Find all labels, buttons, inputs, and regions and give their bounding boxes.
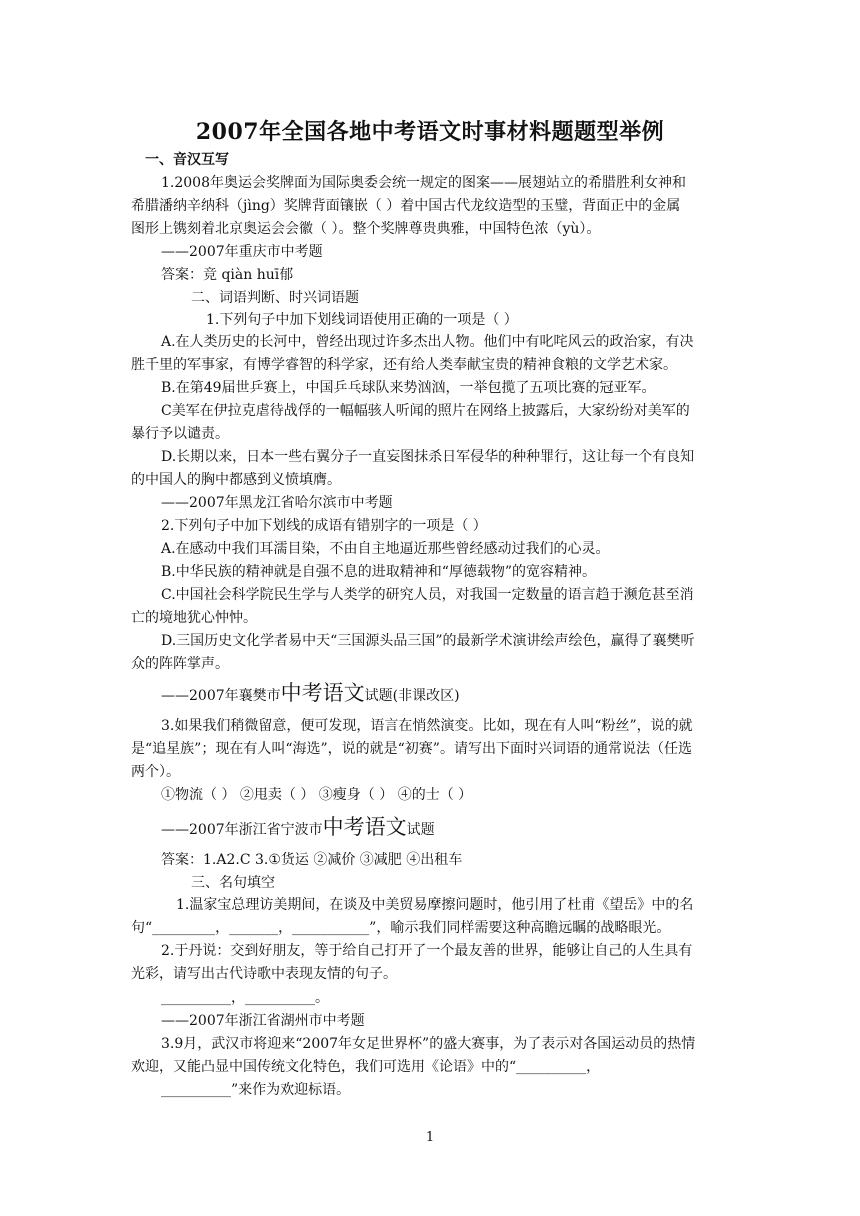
question-line: 1.下列句子中加下划线词语使用正确的一项是（ ） [206,312,518,328]
paragraph-line: 希腊潘纳辛纳科（jìng）奖牌背面镶嵌（ ）着中国古代龙纹造型的玉璧，背面正中的金属 [131,198,681,214]
section-heading-1: 一、音汉互写 [145,152,229,168]
blank-items: ①物流（ ） ②甩卖（ ） ③瘦身（ ） ④的士（ ） [161,787,473,803]
question-line: 3.9月，武汉市将迎来“2007年女足世界杯”的盛大赛事，为了表示对各国运动员的热情 [161,1036,696,1052]
question-line: 是“追星族”；现在有人叫“海选”，说的就是“初赛”。请写出下面时兴词语的通常说法（任选 [131,741,692,757]
blank-line: __________，__________。 [161,990,329,1006]
source-line [161,816,435,841]
option-line: C美军在伊拉克虐待战俘的一幅幅骇人听闻的照片在网络上披露后，大家纷纷对美军的 [161,403,690,419]
option-line: 暴行予以谴责。 [131,426,229,442]
section-heading-2: 二、词语判断、时兴词语题 [191,290,359,306]
question-line: 两个）。 [131,764,180,780]
option-line: A.在感动中我们耳濡目染，不由自主地逼近那些曾经感动过我们的心灵。 [161,541,610,557]
source-line [161,682,460,707]
option-line: B.在第49届世乒赛上，中国乒乓球队来势汹汹，一举包揽了五项比赛的冠亚军。 [161,380,656,396]
answer-line: 答案：竞 qiàn huī郁 [161,267,294,283]
option-line: 亡的境地犹心忡忡。 [131,610,257,626]
option-line: 众的阵阵掌声。 [131,656,229,672]
paragraph-line: 图形上镌刻着北京奥运会会徽（ ）。整个奖牌尊贵典雅，中国特色浓（yù）。 [131,221,601,237]
question-line: 欢迎，又能凸显中国传统文化特色，我们可选用《论语》中的“__________， [131,1059,601,1075]
question-line: 2.于丹说：交到好朋友，等于给自己打开了一个最友善的世界，能够让自己的人生具有 [161,943,693,959]
source-suffix: 试题(非课改区) [364,688,460,704]
option-line: B.中华民族的精神就是自强不息的进取精神和“厚德载物”的宽容精神。 [161,564,597,580]
source-prefix: ——2007年襄樊市 [161,688,281,704]
source-suffix: 试题 [406,822,435,838]
source-emphasis: 中考语文 [322,815,407,839]
option-line: 胜千里的军事家，有博学睿智的科学家，还有给人类奉献宝贵的精神食粮的文学艺术家。 [131,357,677,373]
source-prefix: ——2007年浙江省宁波市 [161,822,323,838]
question-line: __________”来作为欢迎标语。 [161,1082,351,1098]
option-line: C.中国社会科学院民生学与人类学的研究人员，对我国一定数量的语言趋于濒危甚至消 [161,587,694,603]
question-line: 1.温家宝总理访美期间，在谈及中美贸易摩擦问题时，他引用了杜甫《望岳》中的名 [176,897,694,913]
paragraph-line: 1.2008年奥运会奖牌面为国际奥委会统一规定的图案——展翅站立的希腊胜利女神和 [161,175,686,191]
source-line: ——2007年重庆市中考题 [161,244,323,260]
source-line: ——2007年黑龙江省哈尔滨市中考题 [161,495,393,511]
section-heading-3: 三、名句填空 [191,875,275,891]
option-line: D.三国历史文化学者易中天“三国源头品三国”的最新学术演讲绘声绘色，赢得了襄樊听 [161,633,695,649]
question-line: 句“_________，_______，___________”，喻示我们同样需要这种高瞻远瞩的战略眼光。 [131,920,671,936]
source-line: ——2007年浙江省湖州市中考题 [161,1013,365,1029]
question-line: 3.如果我们稍微留意，便可发现，语言在悄然演变。比如，现在有人叫“粉丝”，说的就 [161,718,693,734]
source-emphasis: 中考语文 [280,681,365,705]
option-line: D.长期以来，日本一些右翼分子一直妄图抹杀日军侵华的种种罪行，这让每一个有良知 [161,449,695,465]
option-line: A.在人类历史的长河中，曾经出现过许多杰出人物。他们中有叱咤风云的政治家，有决 [161,334,694,350]
answer-line: 答案：1.A2.C 3.①货运 ②减价 ③减肥 ④出租车 [161,852,463,868]
question-line: 2.下列句子中加下划线的成语有错别字的一项是（ ） [161,518,487,534]
page-number: 1 [425,1130,435,1145]
question-line: 光彩，请写出古代诗歌中表现友情的句子。 [131,966,397,982]
document-title: 2007年全国各地中考语文时事材料题题型举例 [195,119,665,145]
option-line: 的中国人的胸中都感到义愤填膺。 [131,472,341,488]
